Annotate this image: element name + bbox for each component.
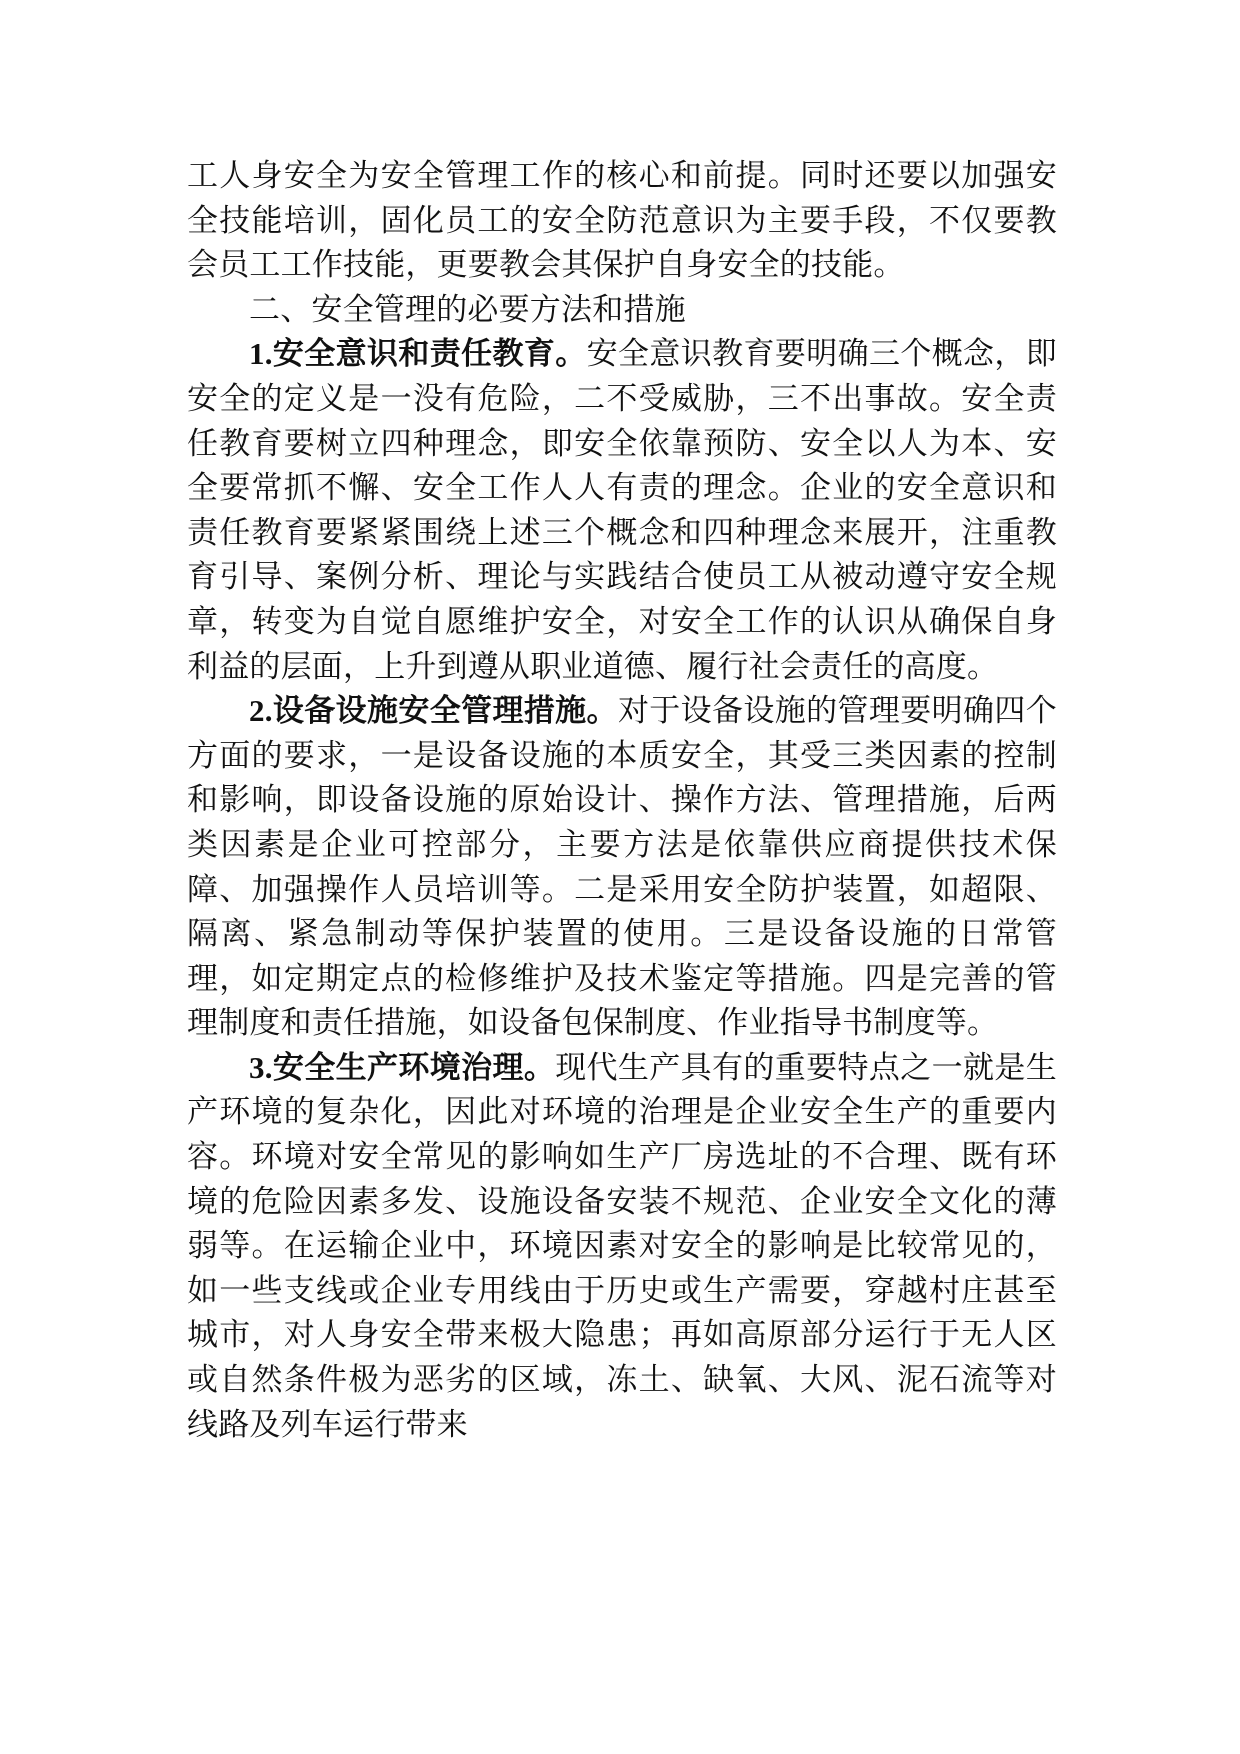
continuation-paragraph: 工人身安全为安全管理工作的核心和前提。同时还要以加强安全技能培训，固化员工的安全防范意识为主要手段，不仅要教会员工工作技能，更要教会其保护自身安全的技能。 [187,158,1057,284]
section-heading: 二、安全管理的必要方法和措施 [249,291,686,328]
item-number: 1. [249,336,273,372]
document-body [187,154,1057,1447]
item-title: 设备设施安全管理措施。 [272,693,618,730]
item-body: 安全意识教育要明确三个概念，即安全的定义是一没有危险，二不受威胁，三不出事故。安全责任教育要树立四种理念，即安全依靠预防、安全以人为本、安全要常抓不懈、安全工作人人有责的理念。企业的安全意识和责任教育要紧紧围绕上述三个概念和四种理念来展开，注重教育引导、案例分析、理论与实践结合使员工从被动遵守安全规章，转变为自觉自愿维护安全，对安全工作的认识从确保自身利益的层面，上升到遵从职业道德、履行社会责任的高度。 [187,336,1058,685]
item-number: 3. [249,1049,273,1085]
item-paragraph-3 [187,1046,1057,1447]
item-body: 对于设备设施的管理要明确四个方面的要求，一是设备设施的本质安全，其受三类因素的控制和影响，即设备设施的原始设计、操作方法、管理措施，后两类因素是企业可控部分，主要方法是依靠供应商提供技术保障、加强操作人员培训等。二是采用安全防护装置，如超限、隔离、紧急制动等保护装置的使用。三是设备设施的日常管理，如定期定点的检修维护及技术鉴定等措施。四是完善的管理制度和责任措施，如设备包保制度、作业指导书制度等。 [187,693,1057,1042]
item-body: 现代生产具有的重要特点之一就是生产环境的复杂化，因此对环境的治理是企业安全生产的重要内容。环境对安全常见的影响如生产厂房选址的不合理、既有环境的危险因素多发、设施设备安装不规范、企业安全文化的薄弱等。在运输企业中，环境因素对安全的影响是比较常见的，如一些支线或企业专用线由于历史或生产需要，穿越村庄甚至城市，对人身安全带来极大隐患；再如高原部分运行于无人区或自然条件极为恶劣的区域，冻土、缺氧、大风、泥石流等对线路及列车运行带来 [187,1049,1057,1443]
item-title: 安全生产环境治理。 [272,1049,556,1086]
item-number: 2. [249,693,273,729]
item-title: 安全意识和责任教育。 [272,336,587,373]
item-paragraph-1 [187,332,1057,689]
item-paragraph-2 [187,689,1057,1046]
